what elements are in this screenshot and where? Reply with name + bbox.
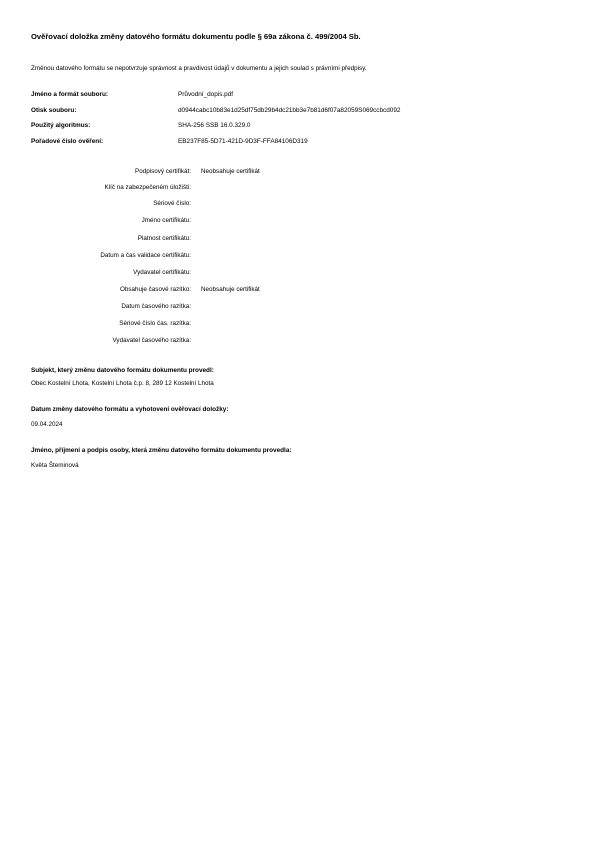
cert-label: Vydavatel certifikátu: xyxy=(133,269,191,276)
cert-row-certificate-name xyxy=(0,216,596,226)
section-heading-person: Jméno, příjmení a podpis osoby, která změnu datového formátu dokumentu provedla: xyxy=(31,447,292,454)
section-heading-subject: Subjekt, který změnu datového formátu dokumentu provedl: xyxy=(31,367,214,374)
meta-label: Použitý algoritmus: xyxy=(31,122,91,129)
cert-row-secure-storage-key xyxy=(0,183,596,193)
cert-row-serial-number xyxy=(0,199,596,209)
cert-label: Datum a čas validace certifikátu: xyxy=(100,252,191,259)
cert-label: Obsahuje časové razítko: xyxy=(119,286,191,293)
section-value-person: Květa Šteminová xyxy=(31,462,79,469)
cert-label: Platnost certifikátu: xyxy=(137,235,191,242)
meta-value: Průvodní_dopis.pdf xyxy=(178,91,234,98)
section-value-subject: Obec Kostelní Lhota, Kostelní Lhota č.p. 8, 289 12 Kostelní Lhota xyxy=(31,380,214,387)
cert-label: Sériové číslo čas. razítka: xyxy=(119,320,191,327)
cert-row-timestamp-present xyxy=(0,285,596,295)
cert-value: Neobsahuje certifikát xyxy=(201,168,260,175)
cert-row-timestamp-date xyxy=(0,302,596,312)
cert-label: Sériové číslo: xyxy=(153,200,191,207)
cert-label: Datum časového razítka: xyxy=(121,303,191,310)
cert-label: Jméno certifikátu: xyxy=(141,217,191,224)
section-value-date: 09.04.2024 xyxy=(31,421,63,428)
cert-row-validation-datetime xyxy=(0,251,596,261)
cert-value: Neobsahuje certifikát xyxy=(201,286,260,293)
meta-value: d0944cabc10b83e1d25df75db29b4dc21bb3e7b81d6f07a82059S069ccbcd092 xyxy=(178,107,401,114)
intro-text: Změnou datového formátu se nepotvrzuje správnost a pravdivost údajů v dokumentu a jejich soulad s právními předpisy. xyxy=(31,65,367,72)
cert-row-certificate-issuer xyxy=(0,268,596,278)
cert-row-timestamp-issuer xyxy=(0,336,596,346)
cert-label: Klíč na zabezpečeném úložišti: xyxy=(104,184,191,191)
section-heading-date: Datum změny datového formátu a vyhotovení ověřovací doložky: xyxy=(31,406,229,413)
meta-label: Otisk souboru: xyxy=(31,107,77,114)
cert-label: Vydavatel časového razítka: xyxy=(112,337,191,344)
cert-row-signing-certificate xyxy=(0,167,596,177)
cert-label: Podpisový certifikát: xyxy=(135,168,191,175)
document-title: Ověřovací doložka změny datového formátu dokumentu podle § 69a zákona č. 499/2004 Sb. xyxy=(31,32,361,41)
cert-row-timestamp-serial xyxy=(0,319,596,329)
meta-value: SHA-256 SSB 16.0.329.0 xyxy=(178,122,251,129)
meta-value: EB237F85-5D71-421D-9D3F-FFA84106D319 xyxy=(178,138,308,145)
meta-label: Pořadové číslo ověření: xyxy=(31,138,104,145)
meta-label: Jméno a formát souboru: xyxy=(31,91,109,98)
cert-row-certificate-validity xyxy=(0,234,596,244)
